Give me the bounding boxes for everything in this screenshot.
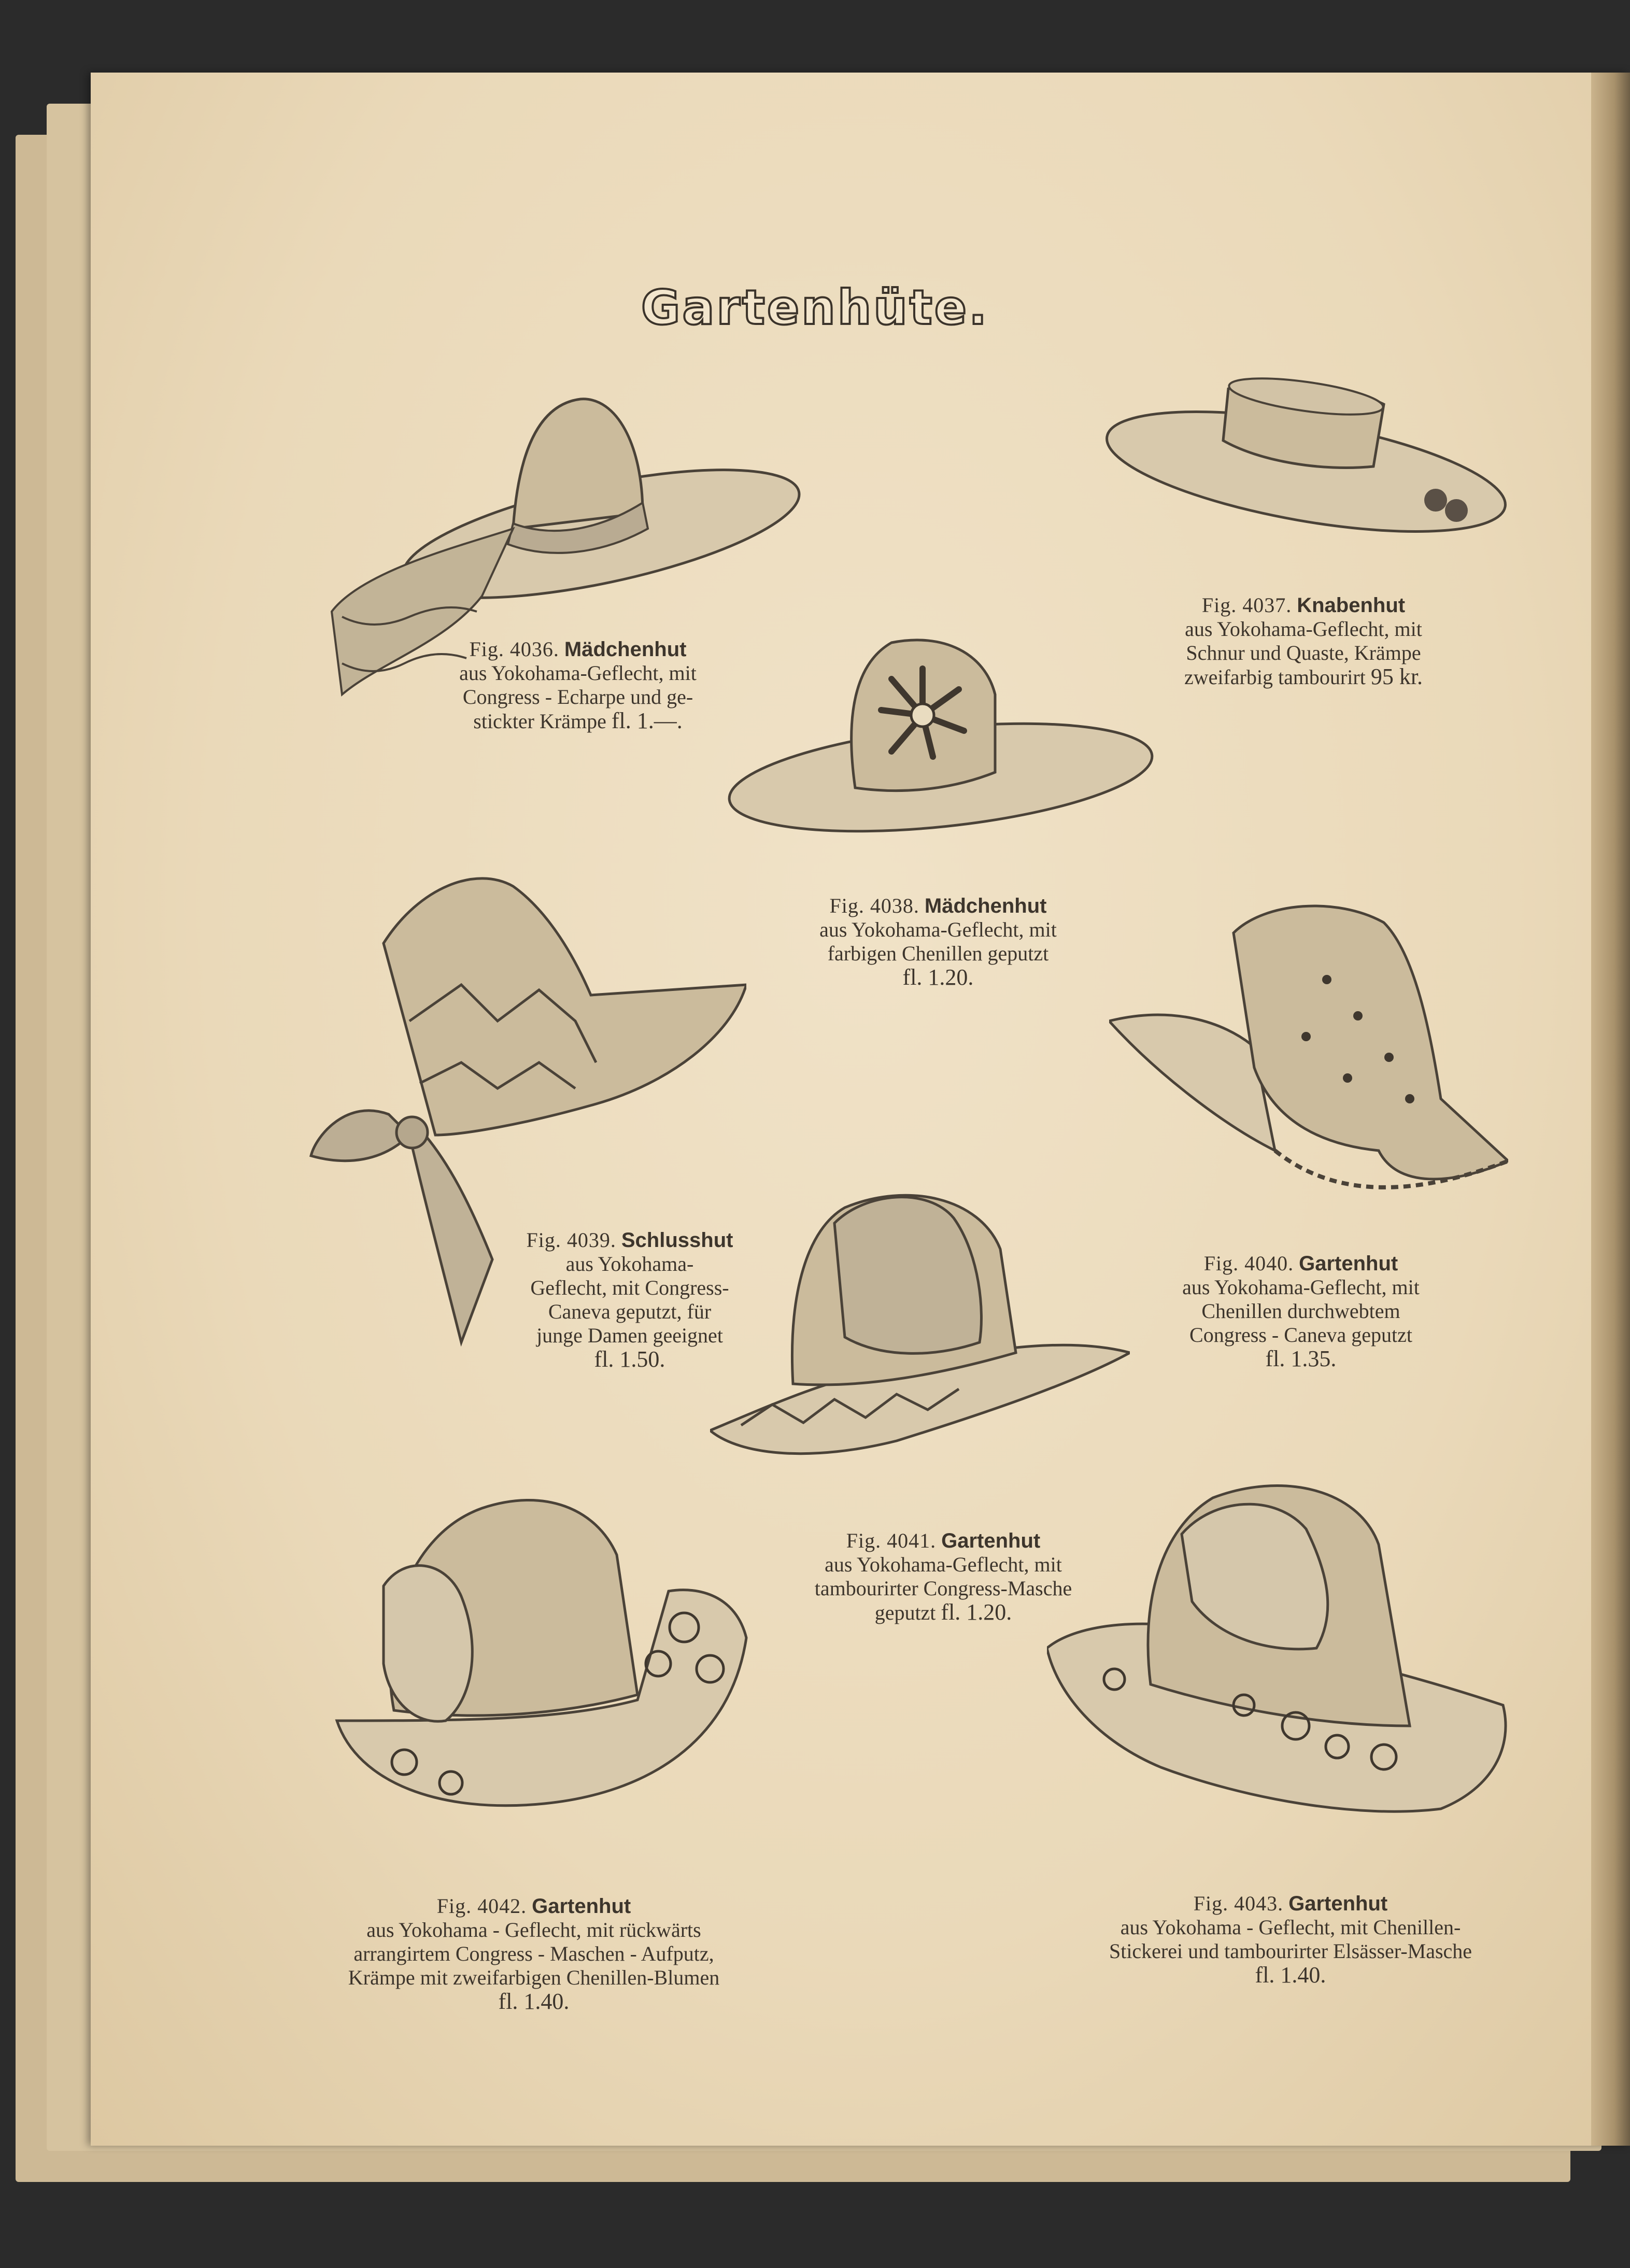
description-line: aus Yokohama-Geflecht, mit [1185,617,1422,641]
figure-number: Fig. 4036. [469,637,559,661]
book-gutter [1591,73,1630,2146]
hat-illustration-4041 [710,1187,1130,1462]
hat-illustration-4043 [1047,1477,1513,1819]
caption-4037 [1125,593,1482,689]
item-name: Gartenhut [532,1895,631,1918]
figure-number: Fig. 4043. [1193,1892,1284,1915]
figure-number: Fig. 4042. [436,1894,527,1918]
caption-4036 [399,637,757,733]
item-name: Gartenhut [1288,1892,1388,1915]
item-name: Schlusshut [621,1229,733,1252]
item-name: Gartenhut [941,1529,1041,1552]
figure-number: Fig. 4039. [526,1228,616,1252]
description-line: Krämpe mit zweifarbigen Chenillen-Blumen [348,1966,720,1989]
description-line: aus Yokohama - Geflecht, mit rückwärts [366,1918,701,1941]
price: fl. 1.20. [941,1599,1012,1625]
price: fl. 1.40. [498,1989,570,2014]
figure-number: Fig. 4037. [1201,593,1292,617]
caption-4040 [1119,1252,1482,1371]
figure-number: Fig. 4040. [1203,1252,1294,1275]
item-name: Mädchenhut [564,638,687,661]
description-line: aus Yokohama-Geflecht, mit [1182,1275,1420,1299]
price: fl. 1.50. [594,1346,665,1372]
price: 95 kr. [1370,664,1423,689]
description-line: junge Damen geeignet [536,1324,723,1347]
description-line: Caneva geputzt, für [548,1300,712,1323]
price: fl. 1.20. [902,965,974,990]
hat-illustration-4040 [1109,902,1508,1208]
item-name: Gartenhut [1299,1252,1398,1275]
description-line: farbigen Chenillen geputzt [827,942,1049,965]
description-line: tambourirter Congress-Masche [814,1577,1072,1600]
description-line: geputzt [874,1601,936,1624]
description-line: Chenillen durchwebtem [1201,1299,1400,1323]
page-title: Gartenhüte. [641,280,989,335]
description-line: Stickerei und tambourirter Elsässer-Masche [1109,1939,1472,1963]
caption-4039 [508,1228,752,1371]
description-line: aus Yokohama-Geflecht, mit [459,661,697,685]
caption-4042 [301,1894,767,2014]
hat-illustration-4042 [327,1493,752,1814]
description-line: aus Yokohama-Geflecht, mit [825,1553,1062,1576]
description-line: Schnur und Quaste, Krämpe [1186,641,1421,664]
figure-number: Fig. 4038. [829,894,919,917]
description-line: arrangirtem Congress - Maschen - Aufputz, [353,1942,714,1965]
description-line: Geflecht, mit Congress- [530,1276,729,1299]
description-line: Congress - Caneva geputzt [1189,1323,1412,1346]
figure-number: Fig. 4041. [846,1529,937,1552]
hat-illustration-4038 [726,632,1156,840]
price: fl. 1.40. [1255,1962,1326,1988]
caption-4041 [757,1529,1130,1625]
item-name: Knabenhut [1297,594,1406,617]
item-name: Mädchenhut [924,895,1047,917]
description-line: stickter Krämpe [473,710,606,733]
description-line: aus Yokohama-Geflecht, mit [819,918,1057,941]
description-line: aus Yokohama - Geflecht, mit Chenillen- [1120,1916,1461,1939]
price: fl. 1.35. [1265,1346,1337,1371]
description-line: zweifarbig tambourirt [1184,665,1366,689]
caption-4043 [1057,1892,1524,1987]
description-line: aus Yokohama- [565,1252,694,1275]
hat-illustration-4037 [1094,373,1508,549]
caption-4038 [772,894,1104,989]
price: fl. 1.—. [611,708,683,733]
description-line: Congress - Echarpe und ge- [462,685,693,708]
